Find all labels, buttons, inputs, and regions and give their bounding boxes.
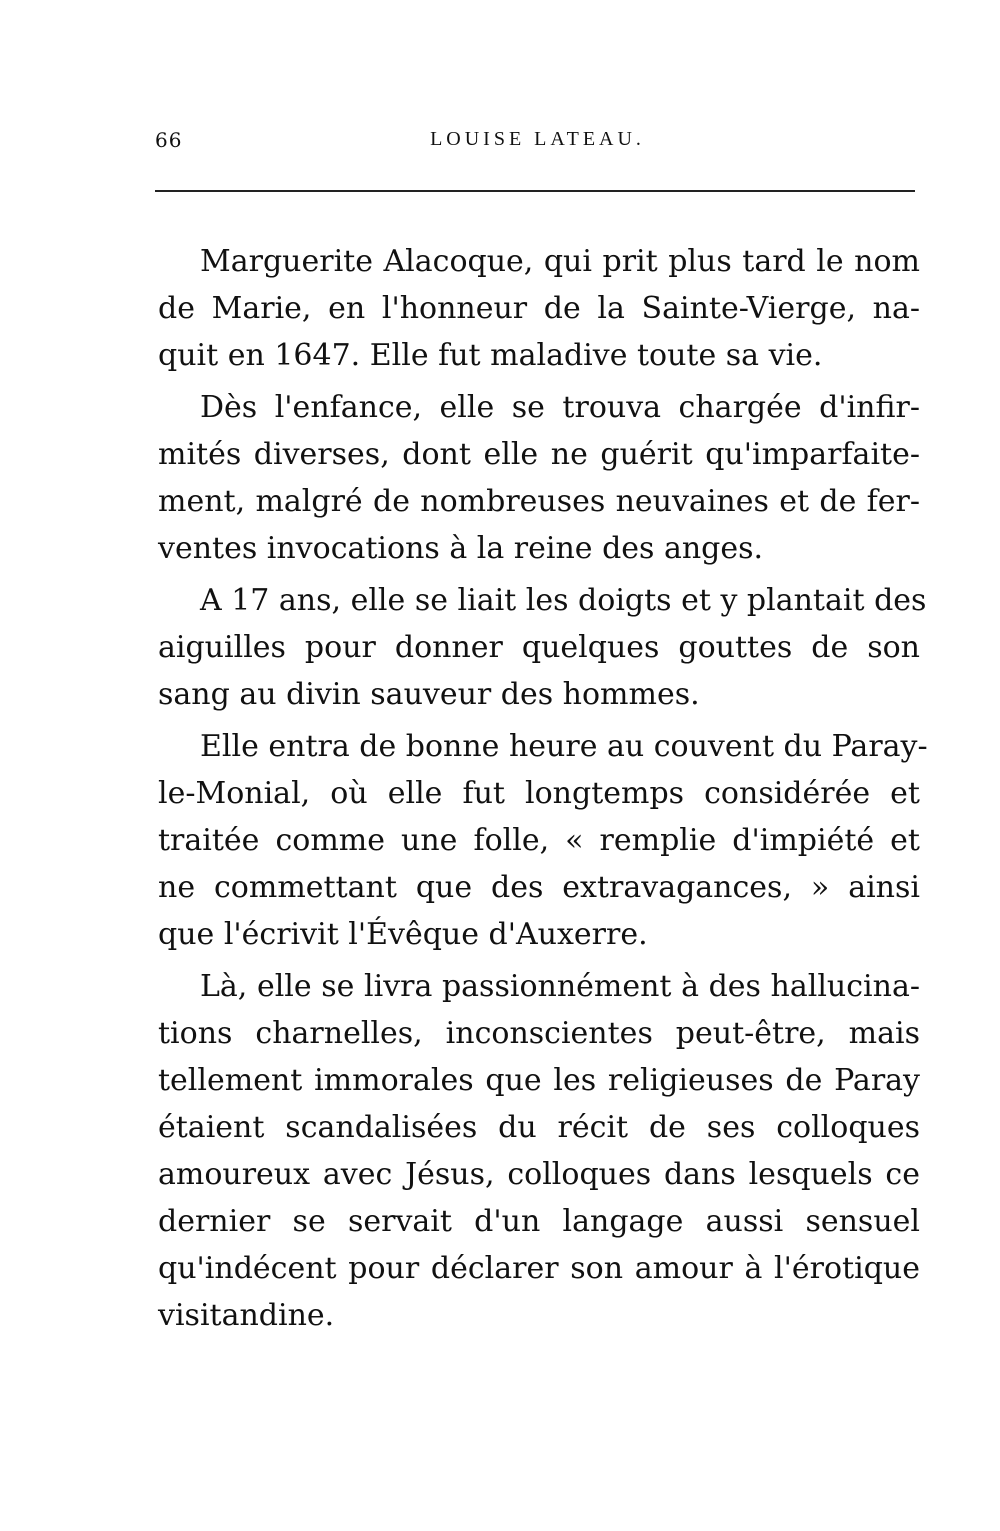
paragraph xyxy=(158,238,920,379)
paragraph xyxy=(158,384,920,572)
running-head xyxy=(155,128,920,158)
paragraph xyxy=(158,963,920,1339)
text-line: le-Monial, où elle fut longtemps considérée et xyxy=(158,776,920,811)
body-text xyxy=(158,238,928,1339)
text-line: visitandine. xyxy=(158,1298,335,1333)
text-line: de Marie, en l'honneur de la Sainte-Vierge, na- xyxy=(158,291,920,326)
text-line: sang au divin sauveur des hommes. xyxy=(158,677,700,712)
text-line: Marguerite Alacoque, qui prit plus tard le nom xyxy=(200,244,920,279)
text-line: dernier se servait d'un langage aussi sensuel xyxy=(158,1204,920,1239)
text-line: ventes invocations à la reine des anges. xyxy=(158,531,764,566)
text-line: Là, elle se livra passionnément à des hallucina- xyxy=(200,969,920,1004)
text-line: étaient scandalisées du récit de ses colloques xyxy=(158,1110,920,1145)
text-line: aiguilles pour donner quelques gouttes de son xyxy=(158,630,920,665)
text-line: ment, malgré de nombreuses neuvaines et de fer- xyxy=(158,484,920,519)
text-line: Elle entra de bonne heure au couvent du Paray- xyxy=(200,729,928,764)
text-line: tions charnelles, inconscientes peut-être, mais xyxy=(158,1016,920,1051)
text-line: qu'indécent pour déclarer son amour à l'érotique xyxy=(158,1251,920,1286)
running-title: LOUISE LATEAU. xyxy=(430,128,645,150)
text-line: A 17 ans, elle se liait les doigts et y plantait des xyxy=(200,583,927,618)
text-line: amoureux avec Jésus, colloques dans lesquels ce xyxy=(158,1157,920,1192)
header-rule xyxy=(155,190,915,192)
text-line: ne commettant que des extravagances, » ainsi xyxy=(158,870,920,905)
text-line: mités diverses, dont elle ne guérit qu'imparfaite- xyxy=(158,437,920,472)
text-line: traitée comme une folle, « remplie d'impiété et xyxy=(158,823,920,858)
paragraph xyxy=(158,577,927,718)
text-line: Dès l'enfance, elle se trouva chargée d'infir- xyxy=(200,390,920,425)
text-line: quit en 1647. Elle fut maladive toute sa vie. xyxy=(158,338,823,373)
paragraph xyxy=(158,723,928,958)
text-line: que l'écrivit l'Évêque d'Auxerre. xyxy=(158,917,648,952)
text-line: tellement immorales que les religieuses de Paray xyxy=(158,1063,920,1098)
page-number: 66 xyxy=(155,128,183,152)
